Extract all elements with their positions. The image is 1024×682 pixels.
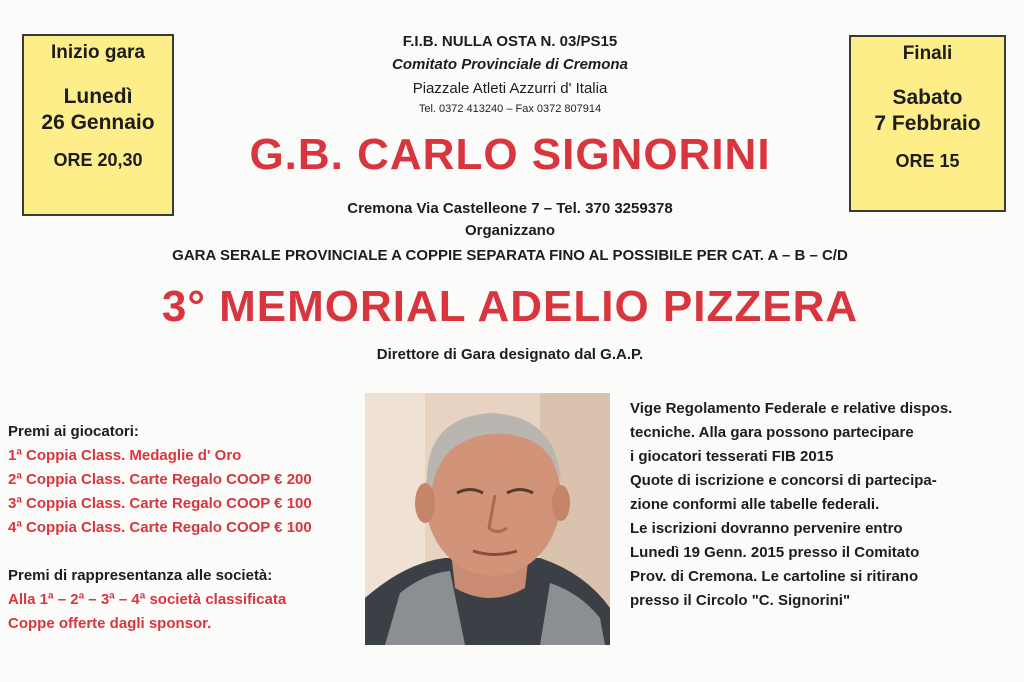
start-date-box — [22, 34, 174, 216]
director-line: Direttore di Gara designato dal G.A.P. — [376, 346, 644, 363]
rules-section — [630, 397, 1020, 613]
committee-line: Comitato Provinciale di Cremona — [392, 56, 628, 73]
competition-description: GARA SERALE PROVINCIALE A COPPIE SEPARATA FINO AL POSSIBILE PER CAT. A – B – C/D — [172, 247, 848, 264]
prize-item: 2ª Coppia Class. Carte Regalo COOP € 200 — [8, 471, 312, 488]
societies-line: Alla 1ª – 2ª – 3ª – 4ª società classificata — [8, 591, 287, 608]
start-date: 26 Gennaio — [41, 111, 155, 134]
prizes-title: Premi ai giocatori: — [8, 423, 139, 440]
start-time: ORE 20,30 — [53, 150, 143, 170]
rules-line: zione conformi alle tabelle federali. — [630, 496, 880, 513]
club-name: G.B. CARLO SIGNORINI — [249, 130, 771, 179]
rules-line: i giocatori tesserati FIB 2015 — [630, 448, 834, 465]
societies-line: Coppe offerte dagli sponsor. — [8, 615, 212, 632]
prize-item: 4ª Coppia Class. Carte Regalo COOP € 100 — [8, 519, 312, 536]
rules-line: Prov. di Cremona. Le cartoline si ritirano — [630, 568, 919, 585]
finals-date: 7 Febbraio — [874, 112, 981, 135]
federation-line: F.I.B. NULLA OSTA N. 03/PS15 — [402, 33, 618, 50]
committee-address: Piazzale Atleti Azzurri d' Italia — [412, 80, 608, 97]
finals-day: Sabato — [892, 86, 963, 109]
memorial-title: 3° MEMORIAL ADELIO PIZZERA — [161, 282, 859, 331]
prize-item: 3ª Coppia Class. Carte Regalo COOP € 100 — [8, 495, 312, 512]
prize-item: 1ª Coppia Class. Medaglie d' Oro — [8, 447, 242, 464]
portrait-photo — [365, 393, 610, 645]
rules-line: tecniche. Alla gara possono partecipare — [630, 424, 914, 441]
start-label: Inizio gara — [51, 42, 145, 63]
rules-line: Quote di iscrizione e concorsi di partecipa- — [630, 472, 937, 489]
rules-line: presso il Circolo "C. Signorini" — [630, 592, 851, 609]
societies-title: Premi di rappresentanza alle società: — [8, 567, 273, 584]
rules-line: Lunedì 19 Genn. 2015 presso il Comitato — [630, 544, 920, 561]
start-day: Lunedì — [63, 85, 133, 108]
prizes-section — [8, 420, 358, 636]
club-address: Cremona Via Castelleone 7 – Tel. 370 3259378 — [347, 200, 673, 217]
finals-time: ORE 15 — [895, 151, 960, 171]
committee-phone: Tel. 0372 413240 – Fax 0372 807914 — [418, 103, 602, 115]
rules-line: Vige Regolamento Federale e relative dispos. — [630, 400, 953, 417]
finals-date-box — [849, 35, 1006, 212]
rules-line: Le iscrizioni dovranno pervenire entro — [630, 520, 903, 537]
finals-label: Finali — [902, 43, 953, 64]
organize-label: Organizzano — [464, 222, 555, 239]
